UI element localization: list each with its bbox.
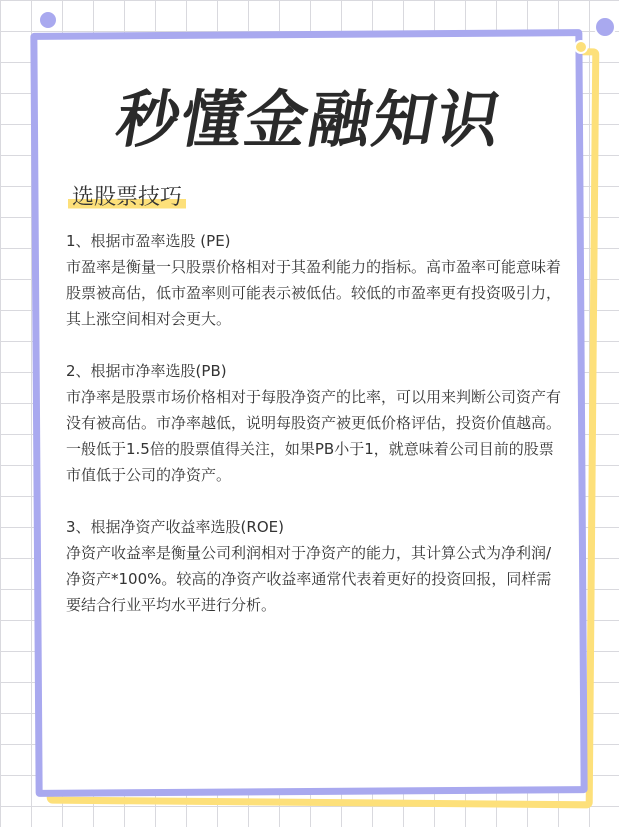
sparkle-decoration [574,40,588,54]
tip-heading: 3、根据净资产收益率选股(ROE) [66,518,284,536]
tip-body: 净资产收益率是衡量公司利润相对于净资产的能力，其计算公式为净利润/净资产*100%。较高的净资产收益率通常代表着更好的投资回报，同样需要结合行业平均水平进行分析。 [66,544,552,614]
tip-block-pb [66,358,566,488]
sparkle-decoration [38,10,58,30]
page-title: 秒懂金融知识 [111,83,509,156]
tip-heading: 1、根据市盈率选股 (PE) [66,232,231,250]
tip-body: 市盈率是衡量一只股票价格相对于其盈利能力的指标。高市盈率可能意味着股票被高估，低市盈率则可能表示被低估。较低的市盈率更有投资吸引力，其上涨空间相对会更大。 [66,258,562,328]
tip-heading: 2、根据市净率选股(PB) [66,362,227,380]
sparkle-decoration [594,16,616,38]
tip-block-roe [66,514,566,618]
article-body [66,228,566,644]
section-heading: 选股票技巧 [68,180,186,211]
tip-body: 市净率是股票市场价格相对于每股净资产的比率，可以用来判断公司资产有没有被高估。市净率越低，说明每股资产被更低价格评估，投资价值越高。一般低于1.5倍的股票值得关注，如果PB小于1，就意味着公司目前的股票市值低于公司的净资产。 [66,388,562,484]
tip-block-pe [66,228,566,332]
